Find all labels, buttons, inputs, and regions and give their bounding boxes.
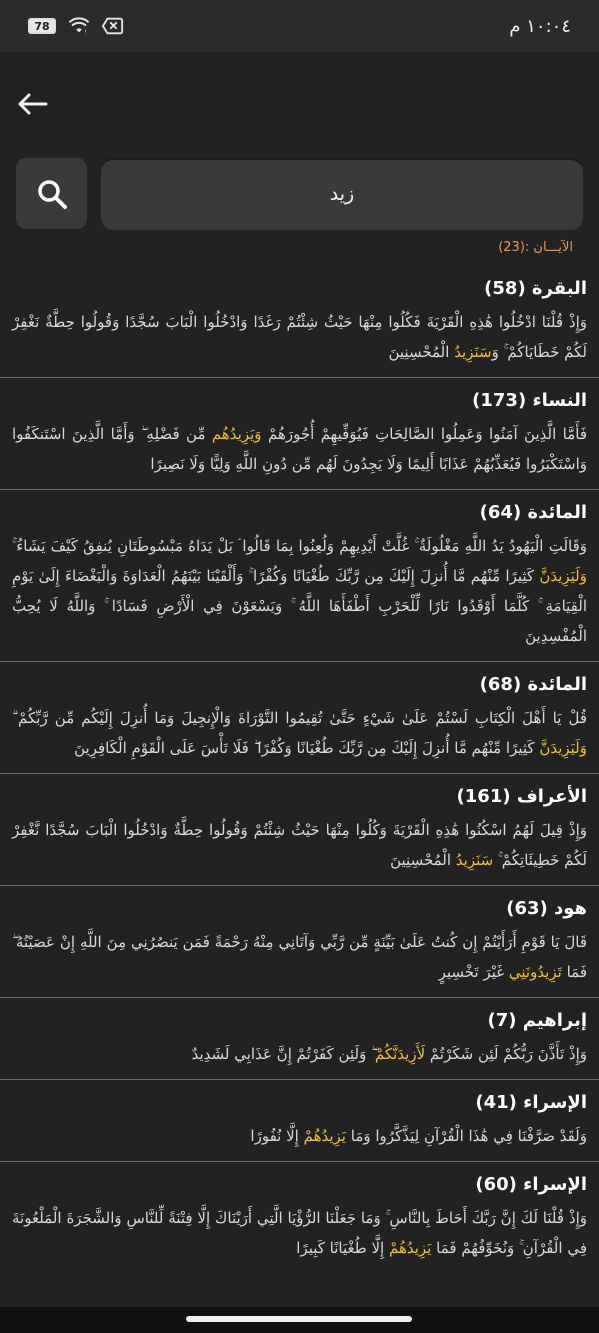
result-item[interactable] — [0, 378, 599, 490]
back-button[interactable] — [12, 84, 52, 124]
result-item[interactable] — [0, 1162, 599, 1273]
status-bar — [0, 0, 599, 52]
result-text: فَأَمَّا الَّذِينَ آمَنُوا وَعَمِلُوا الصَّالِحَاتِ فَيُوَفِّيهِمْ أُجُورَهُمْ وَيَزِيدُهُم مِّن فَضْلِهِ ۖ وَأَمَّا الَّذِينَ اسْتَنكَفُوا وَاسْتَكْبَرُوا فَيُعَذِّبُهُمْ عَذَابًا أَلِيمًا وَلَا يَجِدُونَ لَهُم مِّن دُونِ اللَّهِ وَلِيًّا وَلَا نَصِيرًا — [12, 425, 588, 473]
battery-icon: 78 — [28, 18, 56, 34]
highlighted-word: سَنَزِيدُ — [455, 851, 494, 869]
highlighted-word: سَنَزِيدُ — [454, 343, 492, 361]
result-title: الأعراف (161) — [456, 786, 587, 807]
result-title: النساء (173) — [472, 390, 587, 411]
result-text: قَالَ يَا قَوْمِ أَرَأَيْتُمْ إِن كُنتُ عَلَىٰ بَيِّنَةٍ مِّن رَّبِّي وَآتَانِي مِنْهُ رَحْمَةً فَمَن يَنصُرُنِي مِنَ اللَّهِ إِنْ عَصَيْتُهُ ۖ فَمَا تَزِيدُونَنِي غَيْرَ تَخْسِيرٍ — [12, 933, 587, 981]
result-item[interactable] — [0, 490, 599, 662]
highlighted-word: وَيَزِيدُهُم — [211, 425, 262, 443]
status-time: ١٠:٠٤ م — [509, 15, 571, 37]
back-arrow-icon — [16, 92, 48, 116]
no-sim-icon — [102, 17, 124, 35]
result-text: قُلْ يَا أَهْلَ الْكِتَابِ لَسْتُمْ عَلَىٰ شَيْءٍ حَتَّىٰ تُقِيمُوا التَّوْرَاةَ وَالْإِنجِيلَ وَمَا أُنزِلَ إِلَيْكُم مِّن رَّبِّكُمْ ۗ وَلَيَزِيدَنَّ كَثِيرًا مِّنْهُم مَّا أُنزِلَ إِلَيْكَ مِن رَّبِّكَ طُغْيَانًا وَكُفْرًا ۖ فَلَا تَأْسَ عَلَى الْقَوْمِ الْكَافِرِينَ — [12, 709, 587, 757]
result-title: إبراهيم (7) — [487, 1010, 587, 1031]
result-item[interactable] — [0, 774, 599, 886]
highlighted-word: يَزِيدُهُمْ — [388, 1239, 432, 1257]
result-text: وَإِذْ تَأَذَّنَ رَبُّكُمْ لَئِن شَكَرْتُمْ لَأَزِيدَنَّكُمْ ۖ وَلَئِن كَفَرْتُمْ إِنَّ عَذَابِي لَشَدِيدٌ — [191, 1045, 587, 1063]
highlighted-word: يَزِيدُهُمْ — [303, 1127, 346, 1145]
highlighted-word: وَلَيَزِيدَنَّ — [539, 739, 587, 757]
result-item[interactable] — [0, 266, 599, 378]
result-title: البقرة (58) — [484, 278, 587, 299]
result-text: وَإِذْ قُلْنَا ادْخُلُوا هَٰذِهِ الْقَرْيَةَ فَكُلُوا مِنْهَا حَيْثُ شِئْتُمْ رَغَدًا وَادْخُلُوا الْبَابَ سُجَّدًا وَقُولُوا حِطَّةٌ نَغْفِرْ لَكُمْ خَطَايَاكُمْ ۚ وَسَنَزِيدُ الْمُحْسِنِينَ — [12, 313, 587, 361]
result-title: المائدة (64) — [479, 502, 587, 523]
results-count: الآيـــان :(23) — [498, 240, 573, 255]
result-item[interactable] — [0, 662, 599, 774]
search-button[interactable] — [16, 158, 87, 229]
highlighted-word: وَلَيَزِيدَنَّ — [539, 567, 587, 585]
result-title: الإسراء (60) — [475, 1174, 587, 1195]
wifi-icon — [68, 17, 90, 35]
results-list — [0, 266, 599, 1273]
navigation-bar — [0, 1307, 599, 1333]
result-title: هود (63) — [506, 898, 587, 919]
result-text: وَإِذْ قُلْنَا لَكَ إِنَّ رَبَّكَ أَحَاطَ بِالنَّاسِ ۚ وَمَا جَعَلْنَا الرُّؤْيَا الَّتِي أَرَيْنَاكَ إِلَّا فِتْنَةً لِّلنَّاسِ وَالشَّجَرَةَ الْمَلْعُونَةَ فِي الْقُرْآنِ ۚ وَنُخَوِّفُهُمْ فَمَا يَزِيدُهُمْ إِلَّا طُغْيَانًا كَبِيرًا — [12, 1209, 587, 1257]
result-text: وَإِذْ قِيلَ لَهُمُ اسْكُنُوا هَٰذِهِ الْقَرْيَةَ وَكُلُوا مِنْهَا حَيْثُ شِئْتُمْ وَقُولُوا حِطَّةٌ وَادْخُلُوا الْبَابَ سُجَّدًا نَّغْفِرْ لَكُمْ خَطِيئَاتِكُمْ ۚ سَنَزِيدُ الْمُحْسِنِينَ — [12, 821, 587, 869]
search-input[interactable] — [101, 158, 583, 230]
result-text: وَلَقَدْ صَرَّفْنَا فِي هَٰذَا الْقُرْآنِ لِيَذَّكَّرُوا وَمَا يَزِيدُهُمْ إِلَّا نُفُورًا — [250, 1127, 587, 1145]
search-icon — [36, 178, 68, 210]
result-item[interactable] — [0, 886, 599, 998]
home-gesture-handle[interactable] — [186, 1316, 412, 1322]
status-icons — [28, 17, 124, 35]
highlighted-word: تَزِيدُونَنِي — [508, 963, 562, 981]
result-title: المائدة (68) — [479, 674, 587, 695]
result-text: وَقَالَتِ الْيَهُودُ يَدُ اللَّهِ مَغْلُولَةٌ ۚ غُلَّتْ أَيْدِيهِمْ وَلُعِنُوا بِمَا قَالُوا ۘ بَلْ يَدَاهُ مَبْسُوطَتَانِ يُنفِقُ كَيْفَ يَشَاءُ ۚ وَلَيَزِيدَنَّ كَثِيرًا مِّنْهُم مَّا أُنزِلَ إِلَيْكَ مِن رَّبِّكَ طُغْيَانًا وَكُفْرًا ۚ وَأَلْقَيْنَا بَيْنَهُمُ الْعَدَاوَةَ وَالْبَغْضَاءَ إِلَىٰ يَوْمِ الْقِيَامَةِ ۚ كُلَّمَا أَوْقَدُوا نَارًا لِّلْحَرْبِ أَطْفَأَهَا اللَّهُ ۚ وَيَسْعَوْنَ فِي الْأَرْضِ فَسَادًا ۚ وَاللَّهُ لَا يُحِبُّ الْمُفْسِدِينَ — [12, 537, 587, 645]
search-row — [16, 158, 584, 230]
result-title: الإسراء (41) — [475, 1092, 587, 1113]
highlighted-word: لَأَزِيدَنَّكُمْ — [374, 1045, 426, 1063]
result-item[interactable] — [0, 998, 599, 1080]
svg-text:!: ! — [84, 29, 87, 35]
result-item[interactable] — [0, 1080, 599, 1162]
